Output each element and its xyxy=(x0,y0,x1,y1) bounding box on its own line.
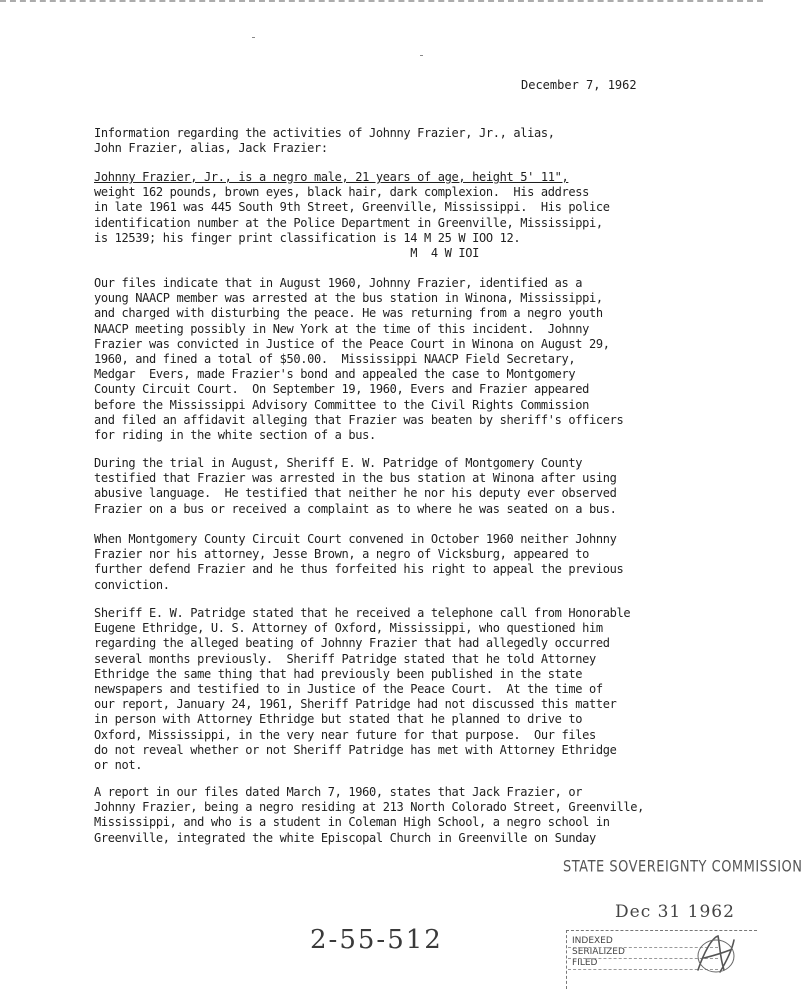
text-line: in person with Attorney Ethridge but stated that he planned to drive to xyxy=(94,712,583,727)
text-line: young NAACP member was arrested at the bus station in Winona, Mississippi, xyxy=(94,291,603,306)
text-line: Frazier nor his attorney, Jesse Brown, a negro of Vicksburg, appeared to xyxy=(94,547,589,562)
text-line: Johnny Frazier, Jr., is a negro male, 21 years of age, height 5' 11", xyxy=(94,170,569,184)
text-line: in late 1961 was 445 South 9th Street, Greenville, Mississippi. His police xyxy=(94,200,610,215)
text-line: Greenville, integrated the white Episcopal Church in Greenville on Sunday xyxy=(94,830,596,845)
paragraph-trial xyxy=(94,456,694,517)
text-line: or not. xyxy=(94,758,143,773)
text-line: do not reveal whether or not Sheriff Patridge has met with Attorney Ethridge xyxy=(94,742,617,757)
text-line: and filed an affidavit alleging that Frazier was beaten by sheriff's officers xyxy=(94,412,624,427)
paragraph-circuit-court xyxy=(94,532,694,593)
text-line: Medgar Evers, made Frazier's bond and appealed the case to Montgomery xyxy=(94,367,576,382)
text-line: Mississippi, and who is a student in Coleman High School, a negro school in xyxy=(94,815,610,830)
stamp-serialized: SERIALIZED xyxy=(572,947,625,957)
text-line: When Montgomery County Circuit Court convened in October 1960 neither Johnny xyxy=(94,532,617,546)
handwritten-initials-icon xyxy=(690,932,738,976)
stamp-filed: FILED xyxy=(572,958,598,968)
text-line: A report in our files dated March 7, 1960, states that Jack Frazier, or xyxy=(94,785,583,799)
top-edge-rule xyxy=(0,0,763,6)
text-line: is 12539; his finger print classification is 14 M 25 W IOO 12. xyxy=(94,230,521,245)
stamp-filing-lines xyxy=(572,936,625,969)
text-line: Sheriff E. W. Patridge stated that he received a telephone call from Honorable xyxy=(94,606,631,620)
text-line: newspapers and testified to in Justice of the Peace Court. At the time of xyxy=(94,682,603,697)
text-line: Oxford, Mississippi, in the very near future for that purpose. Our files xyxy=(94,727,596,742)
scan-speck xyxy=(420,55,423,56)
text-line: M 4 W IOI xyxy=(94,246,479,261)
text-line: Frazier on a bus or received a complaint as to where he was seated on a bus. xyxy=(94,501,617,516)
scan-speck xyxy=(252,37,255,38)
text-line: County Circuit Court. On September 19, 1960, Evers and Frazier appeared xyxy=(94,382,589,397)
text-line: conviction. xyxy=(94,577,170,592)
stamp-date: Dec 31 1962 xyxy=(615,902,735,922)
text-line: Frazier was convicted in Justice of the Peace Court in Winona on August 29, xyxy=(94,336,610,351)
text-line: several months previously. Sheriff Patridge stated that he told Attorney xyxy=(94,651,596,666)
received-stamp xyxy=(560,850,802,990)
text-line: weight 162 pounds, brown eyes, black hair, dark complexion. His address xyxy=(94,185,589,200)
paragraph-march-report xyxy=(94,785,694,846)
text-line: Ethridge the same thing that had previously been published in the state xyxy=(94,666,583,681)
text-line: testified that Frazier was arrested in the bus station at Winona after using xyxy=(94,471,617,486)
stamp-organization: STATE SOVEREIGNTY COMMISSION xyxy=(563,858,802,877)
text-line: our report, January 24, 1961, Sheriff Patridge had not discussed this matter xyxy=(94,697,617,712)
paragraph-intro xyxy=(94,126,694,156)
text-line: Our files indicate that in August 1960, Johnny Frazier, identified as a xyxy=(94,276,583,290)
text-line: abusive language. He testified that neither he nor his deputy ever observed xyxy=(94,486,617,501)
document-date: December 7, 1962 xyxy=(521,78,637,92)
text-line: Eugene Ethridge, U. S. Attorney of Oxford, Mississippi, who questioned him xyxy=(94,621,603,636)
text-line: During the trial in August, Sheriff E. W. Patridge of Montgomery County xyxy=(94,456,583,470)
text-line: regarding the alleged beating of Johnny Frazier that had allegedly occurred xyxy=(94,636,610,651)
text-line: NAACP meeting possibly in New York at the time of this incident. Johnny xyxy=(94,321,589,336)
paragraph-files-indicate xyxy=(94,276,694,443)
text-line: and charged with disturbing the peace. He was returning from a negro youth xyxy=(94,306,603,321)
text-line: 1960, and fined a total of $50.00. Mississippi NAACP Field Secretary, xyxy=(94,352,576,367)
file-number: 2-55-512 xyxy=(310,925,443,955)
text-line: Johnny Frazier, being a negro residing at 213 North Colorado Street, Greenville, xyxy=(94,800,644,815)
text-line: Information regarding the activities of Johnny Frazier, Jr., alias, xyxy=(94,126,555,140)
paragraph-sheriff-patridge xyxy=(94,606,694,773)
text-line: for riding in the white section of a bus. xyxy=(94,428,376,443)
stamp-indexed: INDEXED xyxy=(572,936,613,946)
text-line: further defend Frazier and he thus forfeited his right to appeal the previous xyxy=(94,562,624,577)
text-line: identification number at the Police Department in Greenville, Mississippi, xyxy=(94,215,603,230)
paragraph-description xyxy=(94,170,694,261)
text-line: John Frazier, alias, Jack Frazier: xyxy=(94,141,328,156)
text-line: before the Mississippi Advisory Committee to the Civil Rights Commission xyxy=(94,397,589,412)
